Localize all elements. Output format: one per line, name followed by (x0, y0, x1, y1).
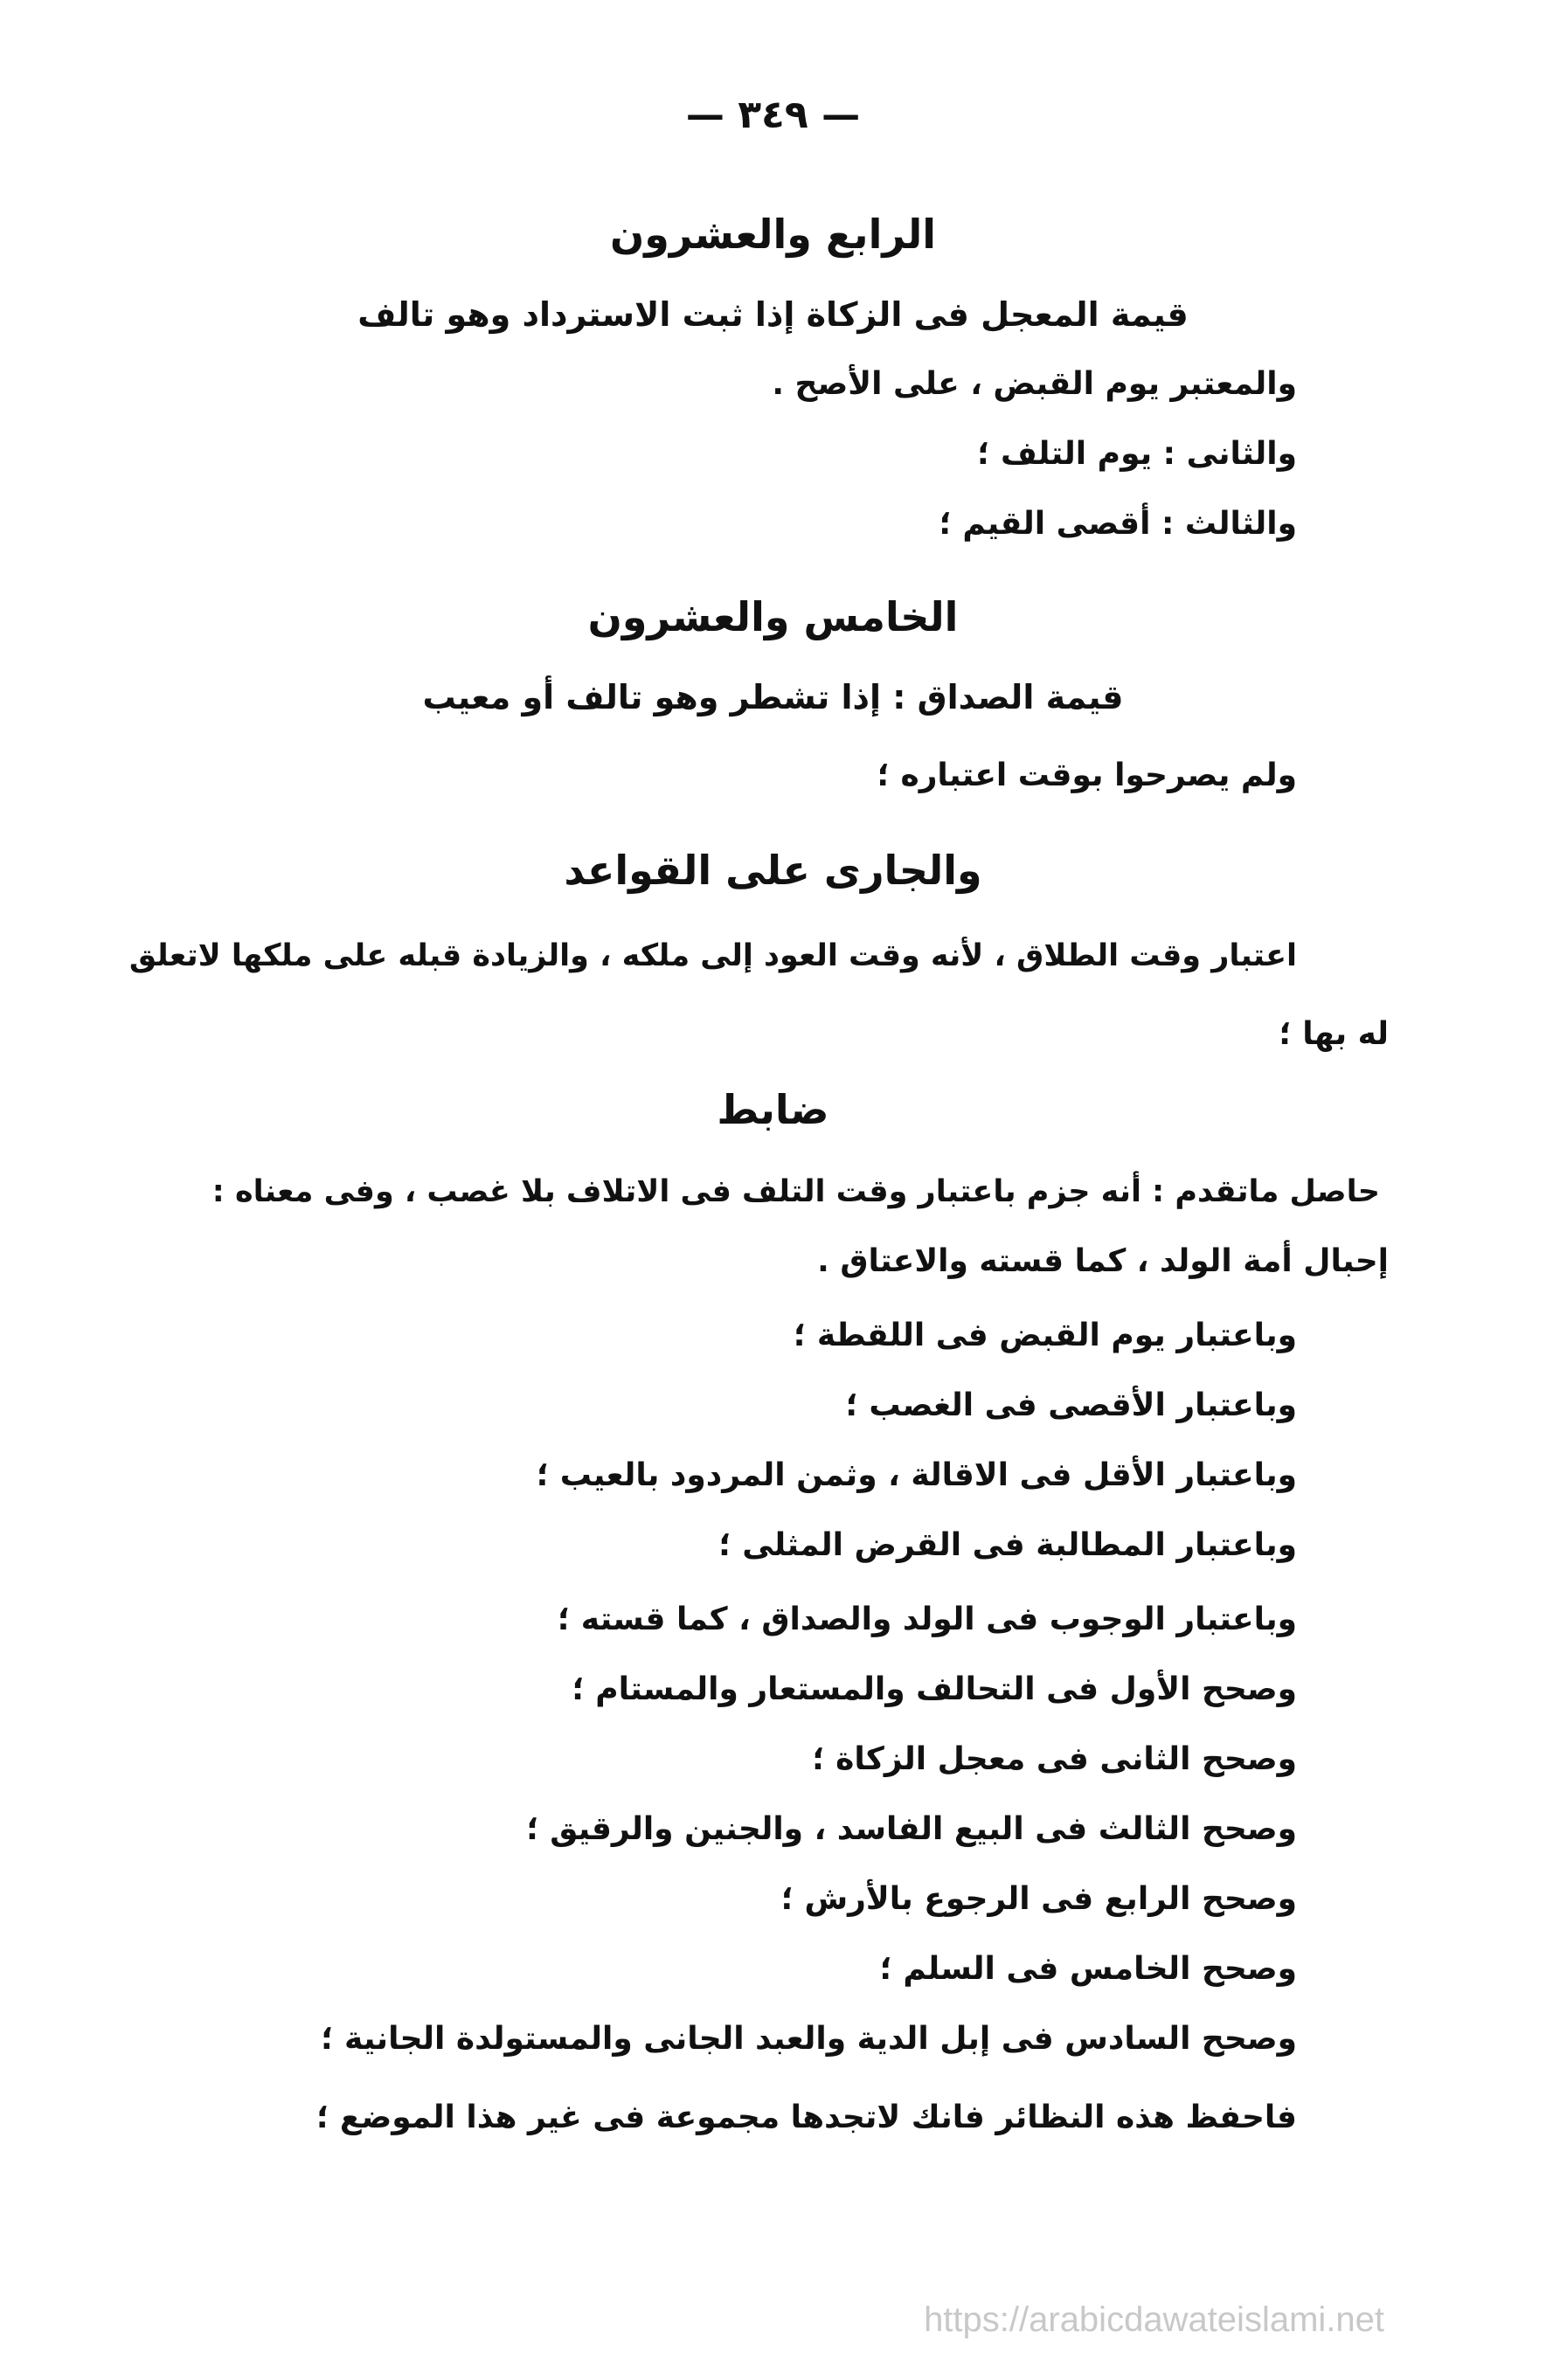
page-number: — ٣٤٩ — (685, 93, 861, 137)
rules-line-1: اعتبار وقت الطلاق ، لأنه وقت العود إلى ملكه ، والزيادة قبله على ملكها لاتعلق (128, 938, 1297, 973)
dabit-line-8: وصحح الأول فى التحالف والمستعار والمستام ؛ (572, 1671, 1297, 1707)
dabit-line-4: وباعتبار الأقصى فى الغصب ؛ (845, 1387, 1297, 1423)
section25-line-2: ولم يصرحوا بوقت اعتباره ؛ (877, 758, 1297, 793)
section24-line-3: والثانى : يوم التلف ؛ (977, 436, 1297, 472)
section-heading-24: الرابع والعشرون (609, 211, 936, 258)
section25-line-1: قيمة الصداق : إذا تشطر وهو تالف أو معيب (422, 678, 1124, 716)
watermark-url: https://arabicdawateislami.net (924, 2300, 1384, 2339)
section-heading-25: الخامس والعشرون (587, 593, 959, 640)
rules-heading: والجارى على القواعد (564, 847, 982, 894)
dabit-line-9: وصحح الثانى فى معجل الزكاة ؛ (812, 1741, 1297, 1777)
rules-line-2: له بها ؛ (1279, 1016, 1389, 1052)
dabit-line-12: وصحح الخامس فى السلم ؛ (879, 1951, 1297, 1987)
dabit-line-6: وباعتبار المطالبة فى القرض المثلى ؛ (718, 1527, 1297, 1563)
dabit-line-11: وصحح الرابع فى الرجوع بالأرش ؛ (780, 1881, 1297, 1917)
dabit-line-1: حاصل ماتقدم : أنه جزم باعتبار وقت التلف فى الاتلاف بلا غصب ، وفى معناه : (211, 1174, 1380, 1209)
dabit-line-13: وصحح السادس فى إبل الدية والعبد الجانى والمستولدة الجانية ؛ (321, 2021, 1297, 2057)
section24-line-1: قيمة المعجل فى الزكاة إذا ثبت الاسترداد وهو تالف (357, 295, 1189, 334)
section24-line-4: والثالث : أقصى القيم ؛ (939, 506, 1297, 542)
dabit-heading: ضابط (717, 1086, 829, 1133)
dabit-line-2: إحبال أمة الولد ، كما قسته والاعتاق . (817, 1243, 1389, 1279)
section24-line-2: والمعتبر يوم القبض ، على الأصح . (772, 366, 1297, 402)
dabit-line-10: وصحح الثالث فى البيع الفاسد ، والجنين والرقيق ؛ (526, 1811, 1297, 1847)
dabit-line-5: وباعتبار الأقل فى الاقالة ، وثمن المردود بالعيب ؛ (536, 1457, 1297, 1493)
dabit-line-7: وباعتبار الوجوب فى الولد والصداق ، كما قسته ؛ (557, 1602, 1297, 1637)
dabit-line-3: وباعتبار يوم القبض فى اللقطة ؛ (793, 1318, 1297, 1353)
dabit-line-14: فاحفظ هذه النظائر فانك لاتجدها مجموعة فى غير هذا الموضع ؛ (315, 2100, 1297, 2135)
